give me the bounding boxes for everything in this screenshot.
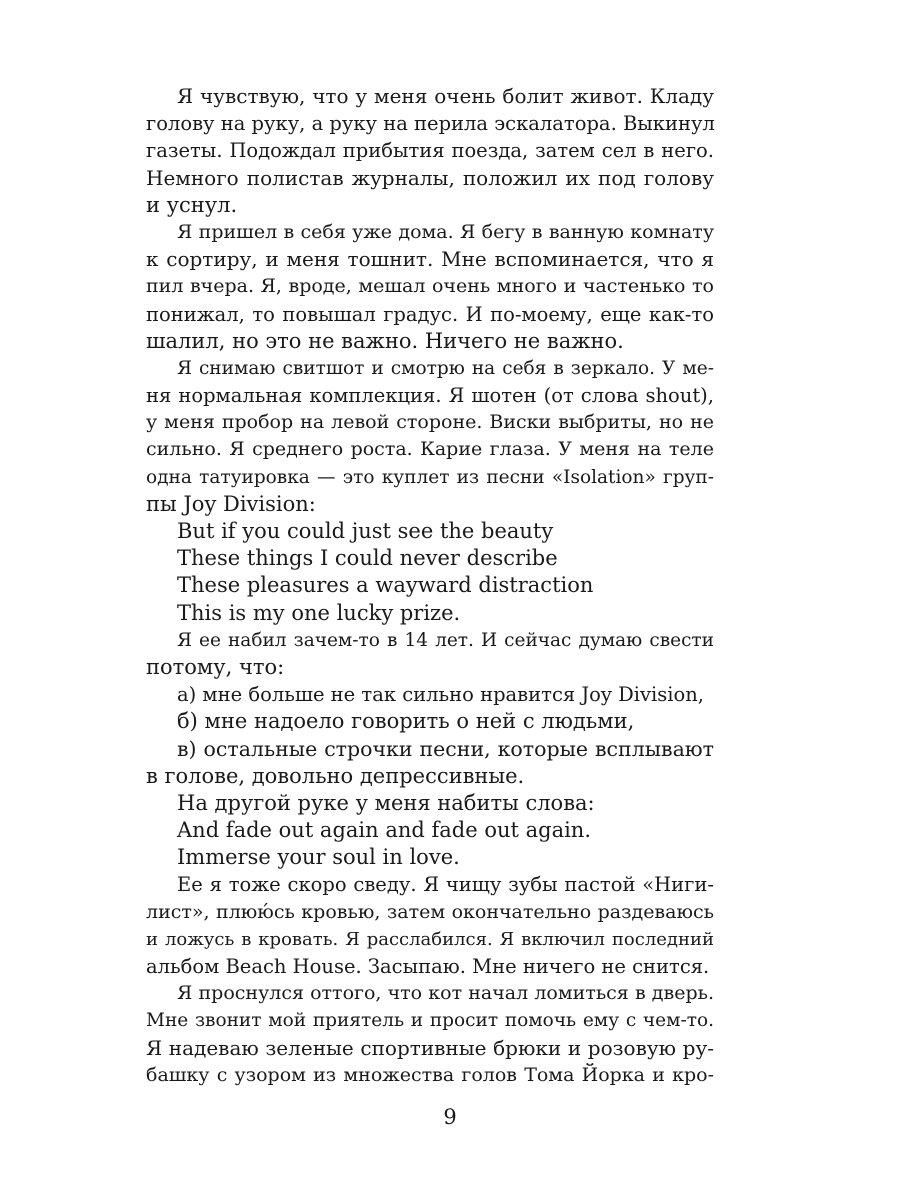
text-line: Я проснулся оттого, что кот начал ломиться в дверь. (177, 982, 714, 1005)
text-line: и ложусь в кровать. Я расслабился. Я включил последний (146, 928, 714, 950)
text-line: потому, что: (146, 654, 285, 679)
text-line: But if you could just see the beauty (177, 519, 554, 543)
text-line: в) остальные строчки песни, которые всплывают (177, 736, 714, 761)
text-line: ня нормальная комплекция. Я шотен (от слова shout), (146, 384, 714, 408)
text-line: одна татуировка — это куплет из песни «Isolation» груп- (146, 466, 714, 488)
text-line: Я надеваю зеленые спортивные брюки и розовую ру- (146, 1035, 714, 1060)
text-line: Я ее набил зачем-то в 14 лет. И сейчас думаю свести (177, 629, 714, 651)
text-line: б) мне надоело говорить о ней с людьми, (177, 709, 635, 734)
text-line: Я снимаю свитшот и смотрю на себя в зеркало. У ме- (177, 357, 714, 379)
text-line: понижал, то повышал градус. И по-моему, еще как-то (146, 302, 714, 326)
text-line: лист», плюю́сь кровью, затем окончательно раздеваюсь (146, 900, 714, 923)
text-line: Мне звонит мой приятель и просит помочь ему с чем-то. (146, 1010, 714, 1032)
body-text (146, 83, 714, 1089)
text-line: и уснул. (146, 192, 238, 217)
page-number: 9 (443, 1105, 457, 1129)
text-line: сильно. Я среднего роста. Карие глаза. У меня на теле (146, 438, 714, 461)
text-line: These pleasures a wayward distraction (177, 573, 594, 598)
text-line: На другой руке у меня набиты слова: (177, 790, 595, 815)
text-line: шалил, но это не важно. Ничего не важно. (146, 328, 624, 353)
text-line: к сортиру, и меня тошнит. Мне вспоминается, что я (146, 247, 714, 272)
text-line: пил вчера. Я, вроде, мешал очень много и частенько то (146, 275, 714, 298)
text-line: Немного полистав журналы, положил их под голову (146, 165, 714, 190)
text-line: газеты. Подождал прибытия поезда, затем сел в него. (146, 139, 714, 163)
text-line: This is my one lucky prize. (177, 600, 461, 625)
text-line: Я пришел в себя уже дома. Я бегу в ванную комнату (177, 220, 714, 243)
text-line: Я чувствую, что у меня очень болит живот. Кладу (177, 84, 714, 108)
text-line: а) мне больше не так сильно нравится Joy Division, (177, 683, 705, 707)
text-line: These things I could never describe (177, 546, 558, 571)
text-line: пы Joy Division: (146, 491, 316, 516)
text-line: голову на руку, а руку на перила эскалатора. Выкинул (146, 112, 715, 136)
text-line: у меня пробор на левой стороне. Виски выбриты, но не (146, 411, 714, 434)
text-line: в голове, довольно депрессивные. (146, 763, 525, 788)
text-line: Immerse your soul in love. (177, 845, 460, 870)
text-line: And fade out again and fade out again. (177, 818, 592, 843)
text-line: альбом Beach House. Засыпаю. Мне ничего не снится. (146, 955, 710, 978)
text-line: башку с узором из множества голов Тома Йорка и кро- (146, 1063, 714, 1086)
text-line: Ее я тоже скоро сведу. Я чищу зубы пастой «Ниги- (177, 873, 714, 897)
